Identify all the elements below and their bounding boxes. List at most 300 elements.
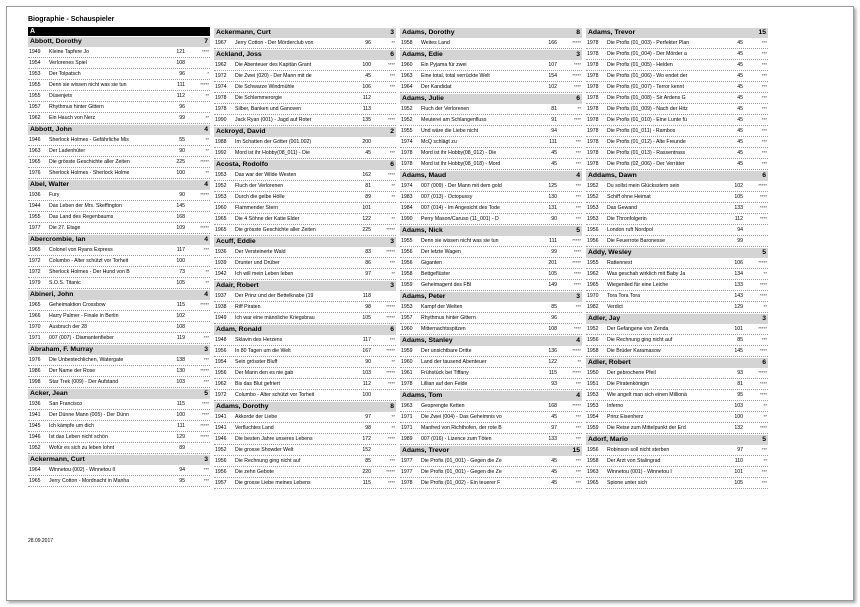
film-count: 5 <box>576 227 580 234</box>
film-title: Silber, Banken und Ganoven <box>235 106 302 112</box>
film-duration: 115 <box>176 401 185 407</box>
film-duration: 168 <box>548 403 557 409</box>
film-row <box>400 104 582 115</box>
film-count: 3 <box>390 29 394 36</box>
film-title: San Francisco <box>49 401 83 407</box>
film-year: 1978 <box>401 480 413 486</box>
letter-section-header: A <box>28 27 210 36</box>
film-title: Akkorde der Liebe <box>235 414 278 420</box>
film-count: 3 <box>204 346 208 353</box>
film-title: Die grösste Geschichte aller Zeiten <box>49 159 130 165</box>
film-title: Die Profis (01_009) - Nach der Hitz <box>607 106 688 112</box>
actor-name: Adams, Nick <box>402 227 443 234</box>
film-year: 1956 <box>587 238 599 244</box>
film-year: 1958 <box>401 271 413 277</box>
film-rating <box>373 291 396 301</box>
film-row <box>28 399 210 410</box>
film-year: 1956 <box>587 447 599 453</box>
actor-group-header <box>400 226 582 236</box>
film-title: Die Thronfolgerin <box>607 216 647 222</box>
film-rating: ***** <box>572 260 581 265</box>
film-row <box>400 159 582 170</box>
film-duration: 102 <box>734 183 743 189</box>
actor-name: Acker, Jean <box>30 390 68 397</box>
film-duration: 45 <box>737 128 743 134</box>
film-rating: ***** <box>200 159 209 164</box>
film-rating: *** <box>575 414 581 419</box>
film-duration: 45 <box>551 458 557 464</box>
film-row <box>400 456 582 467</box>
film-row <box>586 445 768 456</box>
film-title: Weites Land <box>421 40 450 46</box>
film-duration: 101 <box>362 205 371 211</box>
film-rating <box>187 256 210 266</box>
film-year: 1945 <box>29 423 41 429</box>
film-title: McQ schlägt zu <box>421 139 457 145</box>
film-row <box>586 93 768 104</box>
film-duration: 201 <box>548 260 557 266</box>
film-duration: 133 <box>734 205 743 211</box>
film-title: Schiff ohne Heimat <box>607 194 651 200</box>
film-count: 6 <box>762 172 766 179</box>
film-rating: **** <box>201 49 209 54</box>
film-count: 4 <box>204 181 208 188</box>
film-duration: 133 <box>548 436 557 442</box>
film-rating <box>373 93 396 103</box>
film-title: Denn sie wissen nicht was sie tun <box>49 82 127 88</box>
film-rating: **** <box>201 401 209 406</box>
film-row <box>214 82 396 93</box>
film-rating: ***** <box>200 225 209 230</box>
actor-group-header <box>214 325 396 335</box>
film-duration: 145 <box>734 348 743 354</box>
film-row <box>400 214 582 225</box>
film-rating: **** <box>573 282 581 287</box>
film-row <box>400 324 582 335</box>
film-year: 1977 <box>29 225 41 231</box>
film-row <box>214 390 396 401</box>
film-rating: *** <box>575 425 581 430</box>
film-year: 1989 <box>401 436 413 442</box>
film-rating: *** <box>761 84 767 89</box>
film-year: 1964 <box>29 467 41 473</box>
film-row <box>28 212 210 223</box>
film-count: 8 <box>390 403 394 410</box>
film-rating: ***** <box>386 348 395 353</box>
film-rating: ** <box>205 280 209 285</box>
film-title: Die Feuerrote Baronesse <box>607 238 665 244</box>
film-year: 1958 <box>587 348 599 354</box>
film-year: 1962 <box>215 381 227 387</box>
film-row <box>214 291 396 302</box>
film-row <box>400 478 582 489</box>
film-title: Jerry Cotton - Der Mörderclub von <box>235 40 314 46</box>
film-title: Der gebrochene Pfeil <box>607 370 656 376</box>
film-duration: 117 <box>362 337 371 343</box>
film-year: 1970 <box>29 324 41 330</box>
film-duration: 45 <box>737 117 743 123</box>
film-year: 1972 <box>215 392 227 398</box>
film-title: Der Dünne Mann (005) - Der Dünn <box>49 412 129 418</box>
film-title: Ausbruch der 28 <box>49 324 88 330</box>
film-rating: **** <box>387 62 395 67</box>
film-year: 1972 <box>215 73 227 79</box>
film-row <box>28 47 210 58</box>
film-title: Der letzte Wagen <box>421 249 461 255</box>
film-duration: 103 <box>176 379 185 385</box>
film-rating: **** <box>387 436 395 441</box>
film-rating: *** <box>389 84 395 89</box>
film-title: 007 (013) - Octopussy <box>421 194 473 200</box>
film-rating: *** <box>761 40 767 45</box>
film-rating: *** <box>575 480 581 485</box>
film-year: 1978 <box>401 381 413 387</box>
film-rating: *** <box>761 117 767 122</box>
film-title: Und wäre die Liebe nicht <box>421 128 479 134</box>
film-row <box>28 311 210 322</box>
film-year: 1951 <box>587 381 599 387</box>
film-duration: 96 <box>179 104 185 110</box>
film-year: 1952 <box>29 445 41 451</box>
film-duration: 100 <box>734 414 743 420</box>
film-rating: ***** <box>386 249 395 254</box>
film-row <box>214 412 396 423</box>
actor-name: Ackermann, Curt <box>216 29 271 36</box>
film-duration: 145 <box>176 203 185 209</box>
film-count: 6 <box>576 95 580 102</box>
film-year: 1965 <box>587 480 599 486</box>
film-title: Der unsichtbare Dritte <box>421 348 472 354</box>
film-row <box>400 71 582 82</box>
film-row <box>214 225 396 236</box>
film-year: 1958 <box>587 458 599 464</box>
film-row <box>28 377 210 388</box>
film-count: 4 <box>204 291 208 298</box>
film-row <box>586 324 768 335</box>
film-row <box>586 302 768 313</box>
film-title: Die Brüder Karamasow <box>607 348 661 354</box>
film-row <box>214 445 396 456</box>
film-row <box>400 379 582 390</box>
film-duration: 96 <box>551 315 557 321</box>
film-title: Die Profis (01_012) - Alte Freunde <box>607 139 686 145</box>
film-duration: 225 <box>362 227 371 233</box>
film-rating <box>373 445 396 455</box>
film-rating: *** <box>761 51 767 56</box>
film-year: 1978 <box>215 106 227 112</box>
film-row <box>28 465 210 476</box>
film-title: Die grosse Liebe meines Lebens <box>235 480 311 486</box>
film-row <box>400 401 582 412</box>
film-row <box>586 236 768 247</box>
film-year: 1962 <box>29 115 41 121</box>
film-rating <box>187 102 210 112</box>
film-row <box>400 258 582 269</box>
film-row <box>28 355 210 366</box>
film-duration: 109 <box>176 225 185 231</box>
film-rating <box>187 212 210 222</box>
film-count: 5 <box>762 249 766 256</box>
film-year: 1955 <box>29 93 41 99</box>
film-title: Gesprengte Ketten <box>421 403 465 409</box>
film-duration: 105 <box>734 194 743 200</box>
film-year: 1941 <box>215 425 227 431</box>
film-row <box>214 379 396 390</box>
film-duration: 45 <box>737 161 743 167</box>
film-count: 3 <box>762 315 766 322</box>
film-title: Die Profis (01_003) - Perfekter Plan <box>607 40 690 46</box>
film-title: Die Profis (01_008) - Sir Ardens G <box>607 95 686 101</box>
actor-name: Adler, Robert <box>588 359 631 366</box>
film-year: 1978 <box>587 128 599 134</box>
film-duration: 119 <box>176 335 185 341</box>
film-title: Der Name der Rose <box>49 368 96 374</box>
film-duration: 100 <box>176 412 185 418</box>
film-row <box>586 148 768 159</box>
film-duration: 100 <box>176 170 185 176</box>
film-title: Wie angelt man sich einen Millionä <box>607 392 687 398</box>
film-year: 1962 <box>587 271 599 277</box>
film-rating: *** <box>575 469 581 474</box>
film-rating: ***** <box>386 469 395 474</box>
film-year: 1977 <box>401 469 413 475</box>
film-duration: 121 <box>176 49 185 55</box>
film-title: Die 27. Etage <box>49 225 81 231</box>
film-title: Giganten <box>421 260 443 266</box>
film-year: 1961 <box>401 370 413 376</box>
film-count: 5 <box>204 390 208 397</box>
film-row <box>28 476 210 487</box>
film-row <box>400 60 582 71</box>
actor-name: Ackroyd, David <box>216 128 266 135</box>
film-year: 1956 <box>587 337 599 343</box>
film-rating: ** <box>391 183 395 188</box>
film-rating: ** <box>205 269 209 274</box>
film-year: 1972 <box>29 258 41 264</box>
film-row <box>214 115 396 126</box>
film-row <box>28 267 210 278</box>
film-duration: 45 <box>737 84 743 90</box>
film-row <box>214 148 396 159</box>
film-duration: 113 <box>362 106 371 112</box>
film-title: Flammender Stern <box>235 205 278 211</box>
film-duration: 149 <box>548 282 557 288</box>
film-title: S.O.S. Titanic <box>49 280 81 286</box>
film-duration: 96 <box>179 71 185 77</box>
film-year: 1956 <box>215 370 227 376</box>
film-rating: ** <box>763 271 767 276</box>
film-year: 1984 <box>401 205 413 211</box>
film-rating: *** <box>761 95 767 100</box>
film-title: Die Profis (01_004) - Der Mörder a <box>607 51 687 57</box>
actor-group-header <box>586 435 768 445</box>
film-year: 1950 <box>587 370 599 376</box>
film-rating: ** <box>763 403 767 408</box>
film-row <box>28 201 210 212</box>
film-year: 1944 <box>29 203 41 209</box>
film-rating: ** <box>391 216 395 221</box>
actor-name: Addy, Wesley <box>588 249 632 256</box>
film-title: Verlorenes Spiel <box>49 60 87 66</box>
film-rating: **** <box>759 392 767 397</box>
film-rating: *** <box>203 478 209 483</box>
film-title: Ich will mein Leben leben <box>235 271 294 277</box>
film-rating: ***** <box>572 348 581 353</box>
report-columns <box>28 27 768 489</box>
film-year: 1939 <box>215 260 227 266</box>
film-rating: ** <box>763 414 767 419</box>
film-rating: *** <box>761 480 767 485</box>
film-title: Mord ist ihr Hobby(08_012) - Die <box>421 150 497 156</box>
film-count: 3 <box>390 282 394 289</box>
film-title: Denn sie wissen nicht was sie tun <box>421 238 499 244</box>
film-title: Mord ist ihr Hobby(08_018) - Mord <box>421 161 501 167</box>
film-rating <box>187 322 210 332</box>
film-title: Lillian auf den Felde <box>421 381 468 387</box>
film-year: 1957 <box>215 480 227 486</box>
actor-group-header <box>28 37 210 47</box>
film-duration: 45 <box>737 62 743 68</box>
film-rating <box>373 203 396 213</box>
film-year: 1982 <box>587 304 599 310</box>
film-year: 1977 <box>401 458 413 464</box>
film-title: Columbo - Alter schützt vor Torheit <box>235 392 315 398</box>
film-year: 1960 <box>401 62 413 68</box>
film-year: 1953 <box>215 194 227 200</box>
film-row <box>400 236 582 247</box>
film-title: Das war der Wilde Westen <box>235 172 297 178</box>
film-year: 1954 <box>587 414 599 420</box>
film-year: 1974 <box>401 183 413 189</box>
film-duration: 96 <box>365 40 371 46</box>
film-title: Das Land des Regenbaums <box>49 214 114 220</box>
film-duration: 89 <box>179 445 185 451</box>
film-title: Manfred von Richthofen, der rote B <box>421 425 502 431</box>
film-rating: *** <box>203 247 209 252</box>
film-rating: *** <box>761 469 767 474</box>
film-row <box>28 410 210 421</box>
film-row <box>214 71 396 82</box>
film-row <box>214 181 396 192</box>
film-duration: 45 <box>737 73 743 79</box>
film-duration: 125 <box>548 183 557 189</box>
film-row <box>400 467 582 478</box>
actor-group-header <box>28 290 210 300</box>
report-column <box>28 27 210 489</box>
film-rating: *** <box>575 139 581 144</box>
report-title: Biographie - Schauspieler <box>28 16 115 23</box>
film-year: 1962 <box>215 62 227 68</box>
actor-name: Adair, Robert <box>216 282 259 289</box>
film-year: 1941 <box>215 414 227 420</box>
film-year: 1965 <box>29 247 41 253</box>
film-duration: 45 <box>551 150 557 156</box>
film-year: 1952 <box>587 326 599 332</box>
film-rating: **** <box>759 194 767 199</box>
film-title: Sklavin des Herzens <box>235 337 283 343</box>
film-title: Düsenjets <box>49 93 73 99</box>
film-title: Die Profis (01_007) - Terror kennt <box>607 84 684 90</box>
film-year: 1965 <box>29 302 41 308</box>
film-title: London ruft Nordpol <box>607 227 653 233</box>
film-year: 1971 <box>401 414 413 420</box>
actor-name: Adams, Stanley <box>402 337 453 344</box>
film-row <box>586 335 768 346</box>
film-rating <box>559 126 582 136</box>
film-row <box>586 82 768 93</box>
film-rating: * <box>207 71 209 76</box>
film-row <box>400 181 582 192</box>
film-row <box>214 456 396 467</box>
actor-name: Abel, Walter <box>30 181 70 188</box>
film-title: Ein Hauch von Nerz <box>49 115 96 121</box>
film-rating: **** <box>759 205 767 210</box>
film-row <box>28 58 210 69</box>
film-title: Robinson soll nicht sterben <box>607 447 670 453</box>
film-year: 1979 <box>29 280 41 286</box>
film-rating <box>373 390 396 400</box>
film-rating: *** <box>575 150 581 155</box>
film-row <box>586 214 768 225</box>
film-row <box>28 190 210 201</box>
actor-name: Adams, Julie <box>402 95 444 102</box>
film-row <box>400 269 582 280</box>
film-title: Sein grösster Bluff <box>235 359 278 365</box>
film-year: 1942 <box>215 271 227 277</box>
film-title: Mitternachtsspitzen <box>421 326 466 332</box>
film-title: Prinz Eisenherz <box>607 414 644 420</box>
film-row <box>214 170 396 181</box>
film-year: 1959 <box>401 282 413 288</box>
film-duration: 103 <box>734 403 743 409</box>
film-rating: **** <box>573 84 581 89</box>
actor-group-header <box>214 237 396 247</box>
film-year: 1965 <box>29 159 41 165</box>
film-title: 007 (016) - Lizence zum Töten <box>421 436 492 442</box>
film-title: Verdict <box>607 304 623 310</box>
film-year: 1955 <box>29 82 41 88</box>
actor-group-header <box>28 455 210 465</box>
film-rating: ** <box>763 458 767 463</box>
film-row <box>28 421 210 432</box>
film-duration: 45 <box>737 40 743 46</box>
actor-group-header <box>586 248 768 258</box>
film-title: Das Gewand <box>607 205 637 211</box>
film-title: Was geschah wirklich mit Baby Ja <box>607 271 686 277</box>
film-row <box>28 69 210 80</box>
film-duration: 45 <box>737 106 743 112</box>
film-duration: 97 <box>365 271 371 277</box>
film-duration: 95 <box>179 478 185 484</box>
film-year: 1937 <box>215 293 227 299</box>
film-year: 1967 <box>215 40 227 46</box>
film-title: 007 (014) - Im Angesicht des Tode <box>421 205 500 211</box>
film-title: 007 (009) - Der Mann mit dem gold <box>421 183 502 189</box>
film-title: Der Gefangene von Zenda <box>607 326 669 332</box>
film-title: Jerry Cotton - Mordnacht in Manha <box>49 478 130 484</box>
film-title: Die Profis (01_006) - Wo endet der <box>607 73 688 79</box>
film-rating: *** <box>203 467 209 472</box>
film-row <box>586 225 768 236</box>
film-duration: 152 <box>362 447 371 453</box>
film-rating: ** <box>391 414 395 419</box>
actor-group-header <box>586 171 768 181</box>
film-duration: 98 <box>365 425 371 431</box>
film-title: Perry Mason/Caruso (11_001) - D <box>421 216 499 222</box>
film-row <box>214 93 396 104</box>
film-rating: ***** <box>200 434 209 439</box>
film-rating: *** <box>389 260 395 265</box>
